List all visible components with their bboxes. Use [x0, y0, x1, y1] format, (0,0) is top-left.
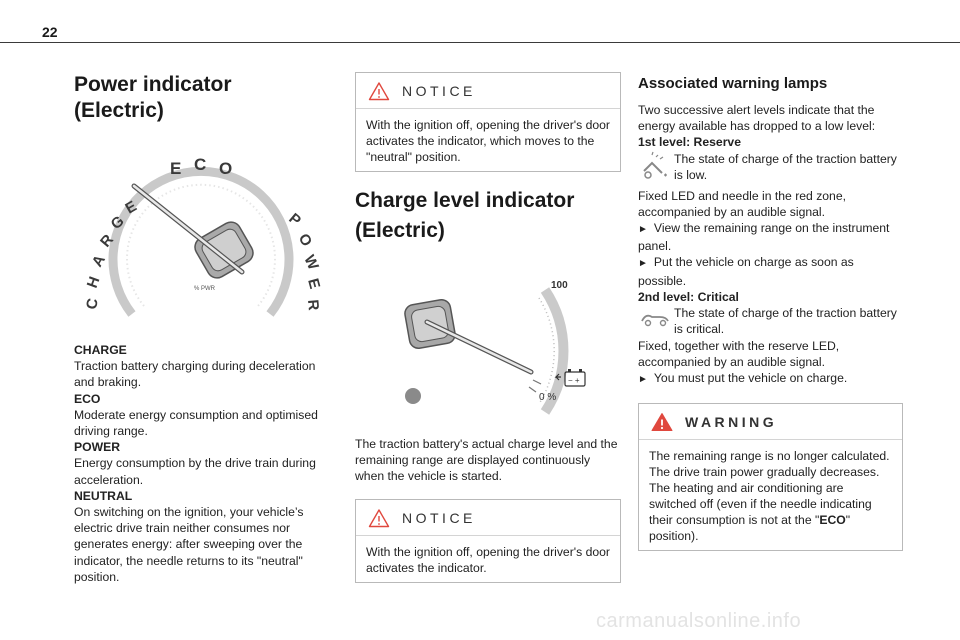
- charge-text: Traction battery charging during deceleration and braking.: [74, 359, 316, 390]
- gauge-label-charge-e: E: [122, 197, 140, 218]
- gauge-label-power-w: W: [300, 252, 322, 273]
- level1-lamp-row: [638, 151, 903, 188]
- section-title-power-indicator: Power indicator (Electric): [74, 73, 232, 122]
- level2-lamp-row: [638, 305, 903, 338]
- level1-action1: ► View the remaining range on the instrument panel.: [638, 221, 890, 254]
- level2-lamp-text: The state of charge of the traction battery is critical.: [674, 306, 897, 337]
- gauge-label-power-e: E: [304, 276, 324, 291]
- gauge-label-eco-c: C: [194, 155, 207, 174]
- gauge-label-charge-r: R: [97, 231, 118, 251]
- gauge-label-charge-c: C: [83, 297, 102, 311]
- gauge-label-power-r: R: [304, 298, 322, 312]
- gauge-label-charge-g: G: [107, 212, 128, 234]
- header-rule: [0, 42, 960, 43]
- notice-box-1: [355, 72, 621, 172]
- gauge-label-power-o: O: [294, 230, 316, 250]
- eco-heading: ECO: [74, 391, 101, 406]
- level2-heading: 2nd level: Critical: [638, 289, 739, 304]
- column-charge-level: [355, 72, 621, 583]
- neutral-heading: NEUTRAL: [74, 488, 133, 503]
- warning-title: WARNING: [685, 413, 778, 430]
- level1-heading: 1st level: Reserve: [638, 135, 741, 150]
- page-number: 22: [42, 24, 58, 40]
- level2-action: ► You must put the vehicle on charge.: [638, 371, 848, 386]
- svg-text:− +: − +: [568, 376, 580, 385]
- section-title-charge-level-line1: Charge level indicator: [355, 189, 575, 212]
- notice-title: NOTICE: [402, 509, 476, 526]
- charge-gauge-icon: [355, 250, 621, 430]
- notice-box-2: [355, 499, 621, 583]
- gauge-label-charge-a: A: [88, 252, 109, 270]
- notice-title: NOTICE: [402, 83, 476, 99]
- charge-level-text: The traction battery's actual charge level and the remaining range are displayed continuously when the vehicle is started.: [355, 437, 618, 484]
- gauge-label-eco-e: E: [170, 159, 182, 178]
- column-warning-lamps: [638, 72, 903, 551]
- bullet-arrow: ►: [638, 374, 648, 386]
- section-title-charge-level-line2: (Electric): [355, 219, 445, 242]
- warning-intro: Two successive alert levels indicate that the energy available has dropped to a low level:: [638, 103, 876, 134]
- level2-text: Fixed, together with the reserve LED, accompanied by an audible signal.: [638, 339, 840, 370]
- neutral-text: On switching on the ignition, your vehicle’s electric drive train neither consumes nor generates energy: after sweeping over the indicator, the needle returns to its "neutral" position.: [74, 505, 304, 584]
- caution-icon: [368, 81, 390, 101]
- critical-lamp-icon: [638, 305, 672, 333]
- power-heading: POWER: [74, 440, 121, 455]
- gauge-label-eco-o: O: [219, 159, 233, 178]
- bullet-arrow: ►: [638, 258, 648, 270]
- notice-text: With the ignition off, opening the driver's door activates the indicator, which moves to the "neutral" position.: [366, 118, 610, 164]
- watermark: carmanualsonline.info: [596, 610, 802, 632]
- charge-heading: CHARGE: [74, 343, 127, 357]
- gauge-label-charge-h: H: [83, 274, 104, 291]
- level1-lamp-text: The state of charge of the traction battery is low.: [674, 151, 897, 182]
- level1-action2: ► Put the vehicle on charge as soon as possible.: [638, 255, 854, 288]
- eco-text: Moderate energy consumption and optimised driving range.: [74, 407, 318, 439]
- bullet-arrow: ►: [638, 224, 648, 236]
- power-text: Energy consumption by the drive train during acceleration.: [74, 456, 316, 487]
- gauge-max-label: 100: [551, 280, 568, 291]
- gauge-label-power-p: P: [285, 210, 305, 230]
- warning-box: [638, 403, 903, 551]
- level1-text: Fixed LED and needle in the red zone, accompanied by an audible signal.: [638, 188, 847, 219]
- notice-text: With the ignition off, opening the driver's door activates the indicator.: [366, 544, 610, 575]
- gauge-min-label: 0 %: [539, 392, 557, 403]
- column-power-indicator: [74, 72, 326, 585]
- section-title-warning-lamps: Associated warning lamps: [638, 75, 828, 92]
- power-gauge-icon: [74, 130, 326, 326]
- gauge-pwr-label: % PWR: [194, 286, 215, 292]
- warning-text: The remaining range is no longer calculated. The drive train power gradually decreases. The heating and air conditioning are switched off (even if the needle indicating their consumption is not at the "ECO" position).: [649, 448, 890, 543]
- caution-icon: [368, 508, 390, 528]
- reserve-lamp-icon: [638, 151, 672, 183]
- warning-icon: [651, 412, 673, 432]
